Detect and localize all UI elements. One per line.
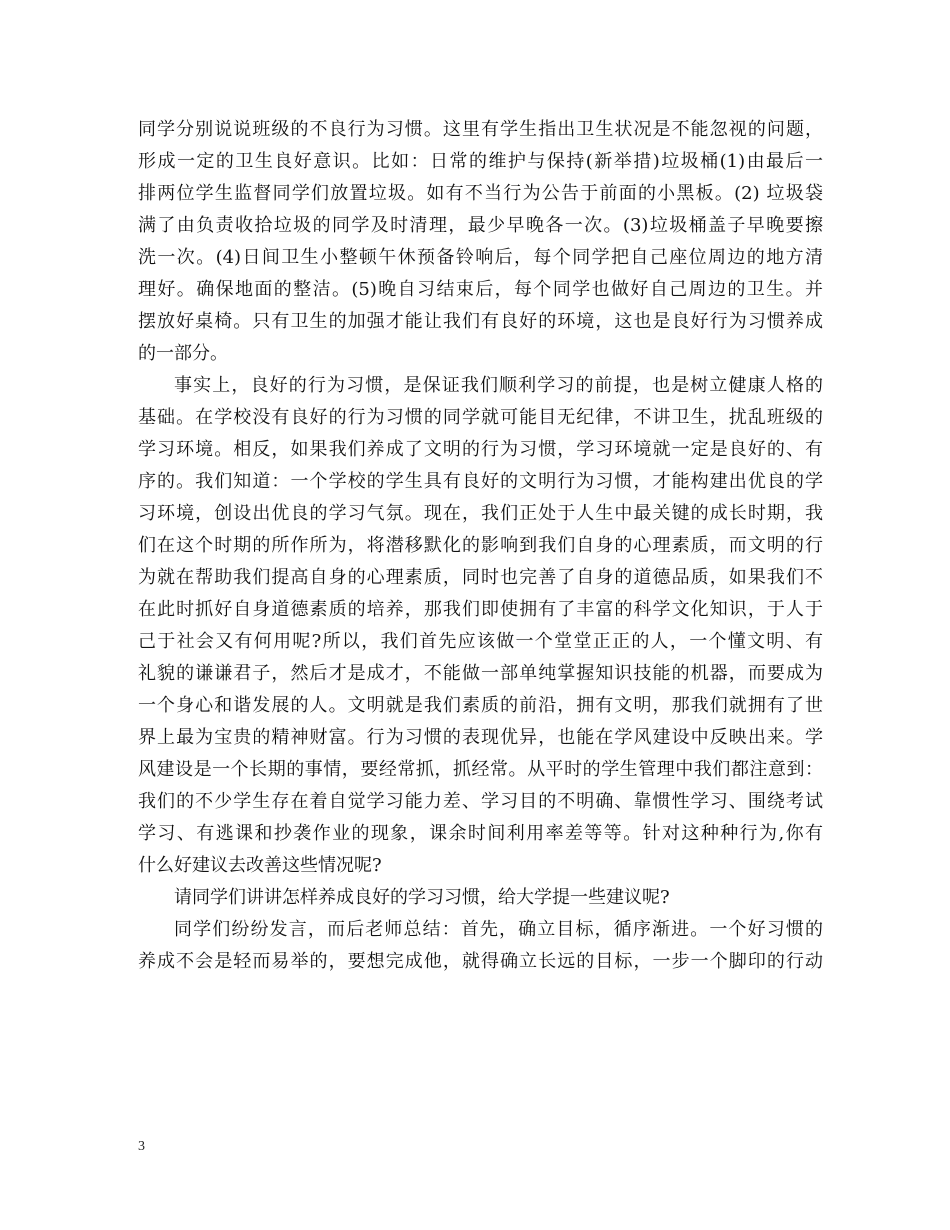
page-number: 3 [138,1139,145,1154]
paragraph-first-line: 事实上，良好的行为习惯，是保证我们顺利学习的前提，也是树立健康人格的 [174,375,823,396]
text-line: 理好。确保地面的整洁。(5)晚自习结束后，每个同学也做好自己周边的卫生。并 [138,279,823,300]
text-line: 学习、有逃课和抄袭作业的现象，课余时间利用率差等等。针对这种种行为,你有 [138,823,823,844]
text-line: 风建设是一个长期的事情，要经常抓，抓经常。从平时的学生管理中我们都注意到： [138,759,823,780]
text-line: 基础。在学校没有良好的行为习惯的同学就可能目无纪律，不讲卫生，扰乱班级的 [138,407,823,428]
text-line: 什么好建议去改善这些情况呢? [138,855,382,876]
paragraph-first-line: 请同学们讲讲怎样养成良好的学习习惯，给大学提一些建议呢? [174,887,670,908]
body-text [138,114,823,978]
text-line: 的一部分。 [138,343,228,364]
text-line: 们在这个时期的所作所为，将潜移默化的影响到我们自身的心理素质，而文明的行 [138,535,823,556]
text-line: 在此时抓好自身道德素质的培养，那我们即使拥有了丰富的科学文化知识，于人于 [138,599,823,620]
text-line: 同学分别说说班级的不良行为习惯。这里有学生指出卫生状况是不能忽视的问题， [138,119,823,140]
text-line: 界上最为宝贵的精神财富。行为习惯的表现优异，也能在学风建设中反映出来。学 [138,727,823,748]
text-line: 满了由负责收拾垃圾的同学及时清理，最少早晚各一次。(3)垃圾桶盖子早晚要擦 [138,215,823,236]
text-line: 养成不会是轻而易举的，要想完成他，就得确立长远的目标，一步一个脚印的行动 [138,951,823,972]
text-line: 一个身心和谐发展的人。文明就是我们素质的前沿，拥有文明，那我们就拥有了世 [138,695,823,716]
text-line: 礼貌的谦谦君子，然后才是成才，不能做一部单纯掌握知识技能的机器，而要成为 [138,663,823,684]
text-line: 己于社会又有何用呢?所以，我们首先应该做一个堂堂正正的人，一个懂文明、有 [138,631,823,652]
text-line: 学习环境。相反，如果我们养成了文明的行为习惯，学习环境就一定是良好的、有 [138,439,823,460]
text-line: 形成一定的卫生良好意识。比如：日常的维护与保持(新举措)垃圾桶(1)由最后一 [138,151,823,172]
text-line: 习环境，创设出优良的学习气氛。现在，我们正处于人生中最关键的成长时期，我 [138,503,823,524]
text-line: 摆放好桌椅。只有卫生的加强才能让我们有良好的环境，这也是良好行为习惯养成 [138,311,823,332]
text-line: 我们的不少学生存在着自觉学习能力差、学习目的不明确、靠惯性学习、围绕考试 [138,791,823,812]
text-line: 序的。我们知道：一个学校的学生具有良好的文明行为习惯，才能构建出优良的学 [138,471,823,492]
text-line: 排两位学生监督同学们放置垃圾。如有不当行为公告于前面的小黑板。(2) 垃圾袋 [138,183,823,204]
paragraph-first-line: 同学们纷纷发言，而后老师总结：首先，确立目标，循序渐进。一个好习惯的 [174,919,823,940]
text-line: 洗一次。(4)日间卫生小整顿午休预备铃响后，每个同学把自己座位周边的地方清 [138,247,823,268]
text-line: 为就在帮助我们提高自身的心理素质，同时也完善了自身的道德品质，如果我们不 [138,567,823,588]
